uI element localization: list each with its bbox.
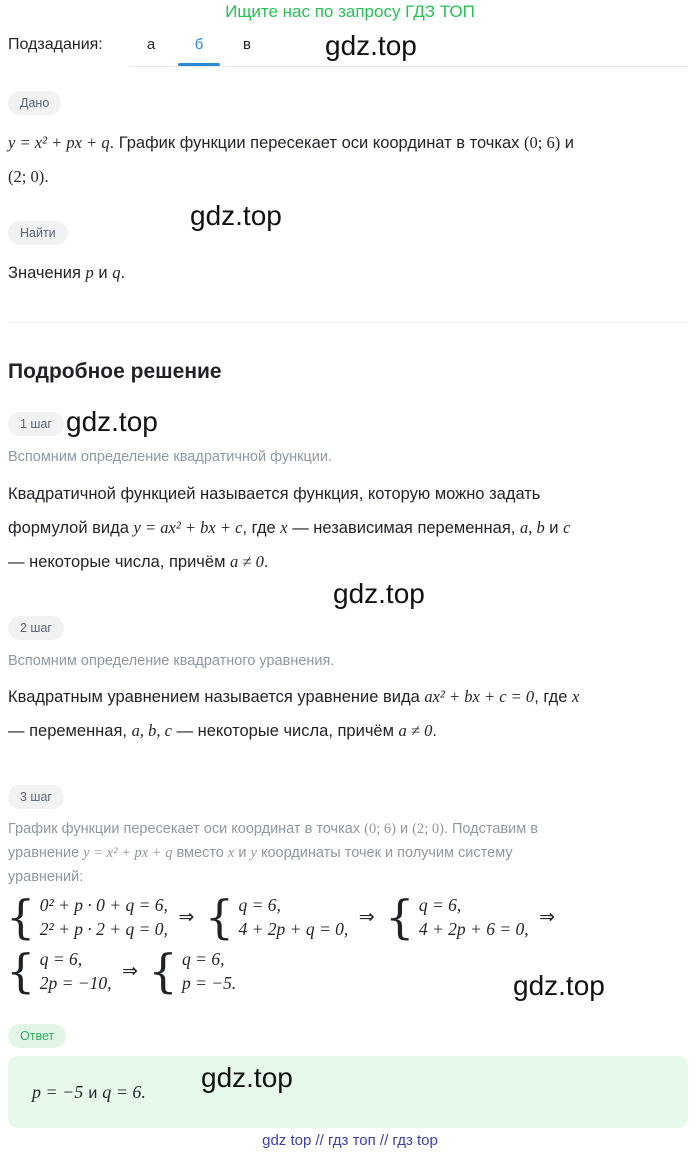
system-4-eq-1: q = 6, bbox=[39, 949, 83, 969]
promo-banner: Ищите нас по запросу ГДЗ ТОП bbox=[225, 2, 475, 21]
step-1-coeffs: a, b bbox=[519, 518, 545, 537]
brace-icon: { bbox=[148, 944, 178, 998]
step-3-var-y: y bbox=[250, 845, 257, 861]
step-3-equation: y = x² + px + q bbox=[83, 845, 173, 861]
find-badge bbox=[8, 221, 68, 245]
system-4 bbox=[6, 944, 112, 998]
find-text: Значения p и q. bbox=[8, 263, 126, 282]
step-2-where: , где bbox=[534, 688, 568, 706]
step-3-hint-1-end: . Подставим в bbox=[443, 821, 538, 837]
given-point-2: (2; 0) bbox=[8, 167, 45, 186]
step-3-hint-3: уравнений: bbox=[8, 869, 84, 885]
brace-icon: { bbox=[6, 890, 36, 944]
given-equation: y = x² + px + q bbox=[8, 133, 110, 152]
given-badge bbox=[8, 91, 61, 115]
watermark: gdz.top bbox=[66, 406, 158, 437]
step-2-badge bbox=[8, 616, 64, 640]
step-3-hint-1: График функции пересекает оси координат в точках bbox=[8, 821, 361, 837]
given-text: y = x² + px + q. График функции пересекает оси координат в точках (0; 6) и (2; 0). bbox=[8, 133, 575, 186]
system-5 bbox=[148, 944, 237, 998]
implies-arrow: ⇒ bbox=[178, 906, 195, 928]
find-q: q bbox=[112, 263, 121, 282]
footer-links[interactable]: gdz top // гдз топ // гдз top bbox=[262, 1132, 438, 1149]
answer-label: Ответ bbox=[8, 1024, 66, 1048]
systems-row-1 bbox=[6, 890, 561, 944]
brace-icon: { bbox=[204, 890, 235, 944]
active-tab-indicator bbox=[178, 63, 220, 66]
step-3-var-x: x bbox=[227, 845, 235, 861]
answer-q: q = 6. bbox=[102, 1082, 146, 1102]
step-1-and: и bbox=[549, 519, 559, 537]
brace-icon: { bbox=[6, 944, 36, 998]
find-and: и bbox=[98, 264, 108, 282]
system-1-eq-1: 0² + p · 0 + q = 6, bbox=[39, 895, 168, 915]
step-2-label: 2 шаг bbox=[8, 616, 64, 640]
watermark: gdz.top bbox=[333, 578, 425, 609]
step-1-where: , где bbox=[242, 519, 276, 537]
step-1-label: 1 шаг bbox=[8, 412, 64, 436]
system-3-eq-1: q = 6, bbox=[418, 895, 462, 915]
tab-b[interactable]: б bbox=[194, 36, 204, 53]
system-4-eq-2: 2p = −10, bbox=[39, 973, 112, 993]
divider bbox=[8, 322, 688, 323]
system-5-eq-1: q = 6, bbox=[182, 949, 225, 969]
answer-and: и bbox=[88, 1085, 98, 1102]
system-5-eq-2: p = −5. bbox=[182, 973, 237, 993]
step-1-text: Квадратичной функцией называется функция, которую можно задать формулой вида y = ax² + bx + c, где x — независимая переменная, a, b и c — некоторые числа, причём a ≠ 0. bbox=[8, 485, 571, 571]
given-label: Дано bbox=[8, 91, 61, 115]
system-2-eq-2: 4 + 2p + q = 0, bbox=[238, 919, 349, 939]
step-2-coeffs: a, b, c bbox=[131, 721, 172, 740]
step-1-condition: a ≠ 0 bbox=[230, 552, 264, 571]
system-1-eq-2: 2² + p · 2 + q = 0, bbox=[39, 919, 168, 939]
watermark: gdz.top bbox=[513, 970, 605, 1001]
step-1-hint: Вспомним определение квадратичной функции. bbox=[8, 449, 333, 465]
brace-icon: { bbox=[385, 890, 415, 944]
step-3-and-2: и bbox=[238, 845, 247, 861]
step-1-coeff-c: c bbox=[563, 518, 571, 537]
step-3-hint-2-suffix: координаты точек и получим систему bbox=[260, 845, 513, 861]
system-2-eq-1: q = 6, bbox=[238, 895, 281, 915]
system-3-eq-2: 4 + 2p + 6 = 0, bbox=[418, 919, 529, 939]
step-3-hint-2-prefix: уравнение bbox=[8, 845, 80, 861]
watermark: gdz.top bbox=[201, 1062, 293, 1093]
step-2-formula: ax² + bx + c = 0 bbox=[424, 687, 535, 706]
step-2-condition: a ≠ 0 bbox=[398, 721, 433, 740]
answer-p: p = −5 bbox=[32, 1082, 84, 1102]
given-description: График функции пересекает оси координат в точках bbox=[118, 134, 520, 152]
step-2-text: Квадратным уравнением называется уравнение вида ax² + bx + c = 0, где x — переменная, a, b, c — некоторые числа, причём a ≠ 0. bbox=[8, 687, 580, 740]
step-3-label: 3 шаг bbox=[8, 785, 64, 809]
step-1-formula-prefix: формулой вида bbox=[8, 519, 129, 537]
step-2-var: x bbox=[572, 687, 580, 706]
step-3-badge bbox=[8, 785, 64, 809]
answer-badge bbox=[8, 1024, 66, 1048]
watermark: gdz.top bbox=[325, 30, 417, 61]
implies-arrow: ⇒ bbox=[121, 960, 138, 982]
step-2-line-1: Квадратным уравнением называется уравнение вида bbox=[8, 688, 420, 706]
step-3-point-2: (2; 0) bbox=[412, 821, 444, 837]
given-and: и bbox=[564, 134, 575, 152]
system-3 bbox=[385, 890, 529, 944]
step-1-line-1: Квадратичной функцией называется функция, которую можно задать bbox=[8, 485, 541, 503]
step-2-line-3: — некоторые числа, причём bbox=[176, 722, 394, 740]
step-3-point-1: (0; 6) bbox=[364, 821, 396, 837]
find-p: p bbox=[85, 263, 94, 282]
subtasks-label: Подзадания: bbox=[8, 36, 103, 53]
step-1-var: x bbox=[280, 518, 288, 537]
step-1-formula: y = ax² + bx + c bbox=[133, 518, 243, 537]
step-2-hint: Вспомним определение квадратного уравнения. bbox=[8, 653, 335, 669]
system-2 bbox=[204, 890, 349, 944]
system-1 bbox=[6, 890, 168, 944]
solution-title: Подробное решение bbox=[8, 360, 222, 383]
given-point-1: (0; 6) bbox=[524, 133, 561, 152]
step-3-hint bbox=[8, 817, 692, 889]
step-2-var-desc: — переменная, bbox=[8, 722, 127, 740]
find-prefix: Значения bbox=[8, 264, 81, 282]
implies-arrow: ⇒ bbox=[539, 906, 556, 928]
step-1-badge bbox=[8, 412, 64, 436]
step-3-and: и bbox=[399, 821, 409, 837]
watermark: gdz.top bbox=[190, 200, 282, 231]
step-1-line-3: — некоторые числа, причём bbox=[8, 553, 226, 571]
systems-row-2 bbox=[6, 944, 237, 998]
step-3-hint-2-mid: вместо bbox=[176, 845, 224, 861]
step-1-var-desc: — независимая переменная, bbox=[292, 519, 516, 537]
tab-a[interactable]: а bbox=[146, 36, 156, 53]
find-label: Найти bbox=[8, 221, 68, 245]
tab-v[interactable]: в bbox=[243, 36, 251, 53]
implies-arrow: ⇒ bbox=[358, 906, 375, 928]
answer-text bbox=[32, 1082, 146, 1103]
